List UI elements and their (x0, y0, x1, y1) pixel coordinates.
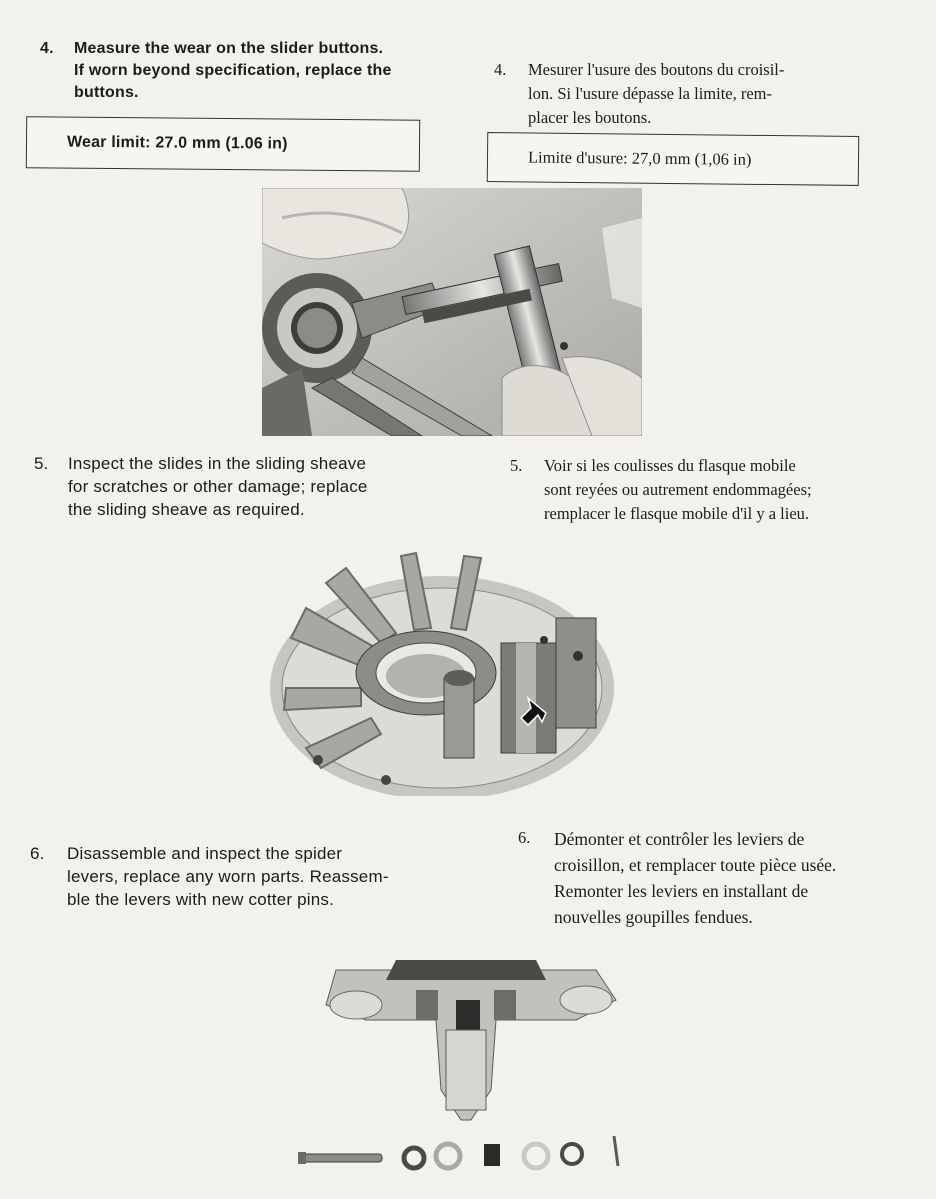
wear-limit-text: Wear limit: 27.0 mm (1.06 in) (66, 133, 288, 153)
text-line: Inspect the slides in the sliding sheave (68, 454, 367, 473)
step4-french-text (528, 58, 784, 130)
text-line: for scratches or other damage; replace (68, 477, 368, 496)
sliding-sheave-photo (266, 548, 618, 796)
text-line: Disassemble and inspect the spider (67, 844, 343, 863)
text-line: Démonter et contrôler les leviers de (554, 829, 805, 849)
step-number: 4. (494, 60, 507, 79)
step-number: 4. (40, 40, 54, 57)
text-line: sont reyées ou autrement endommagées; (544, 480, 812, 499)
step-number: 6. (30, 844, 45, 863)
wear-limit-box-french (487, 132, 860, 186)
text-line: remplacer le flasque mobile d'il y a lieu. (544, 504, 810, 523)
text-line: If worn beyond specification, replace the (74, 62, 392, 79)
step-number: 6. (518, 828, 531, 847)
step6-english (30, 842, 450, 914)
spider-lever-parts-photo (296, 960, 636, 1180)
text-line: levers, replace any worn parts. Reassem- (67, 867, 389, 886)
text-line: ble the levers with new cotter pins. (67, 890, 335, 909)
wear-limit-text: Limite d'usure: 27,0 mm (1,06 in) (527, 147, 752, 169)
text-line: Remonter les leviers en installant de (554, 881, 809, 901)
step4-french (494, 58, 874, 134)
step5-french-text (544, 454, 812, 526)
step4-english (40, 38, 440, 110)
text-line: the sliding sheave as required. (68, 500, 305, 519)
text-line: croisillon, et remplacer toute pièce usée. (554, 855, 837, 875)
step6-french (518, 826, 918, 930)
text-line: buttons. (74, 84, 139, 101)
step5-english-text (68, 452, 368, 521)
text-line: lon. Si l'usure dépasse la limite, rem- (528, 84, 773, 103)
text-line: placer les boutons. (528, 108, 652, 127)
step-number: 5. (510, 456, 523, 475)
step6-english-text (67, 842, 389, 911)
step5-english (34, 452, 454, 524)
step5-french (510, 454, 910, 530)
step4-english-text (74, 38, 392, 104)
wear-limit-box-english (26, 116, 420, 171)
text-line: Voir si les coulisses du flasque mobile (544, 456, 796, 475)
step6-french-text (554, 826, 836, 930)
text-line: Mesurer l'usure des boutons du croisil- (528, 60, 785, 79)
text-line: nouvelles goupilles fendues. (554, 907, 753, 927)
caliper-measurement-photo (262, 188, 642, 436)
step-number: 5. (34, 454, 49, 473)
text-line: Measure the wear on the slider buttons. (74, 40, 384, 57)
